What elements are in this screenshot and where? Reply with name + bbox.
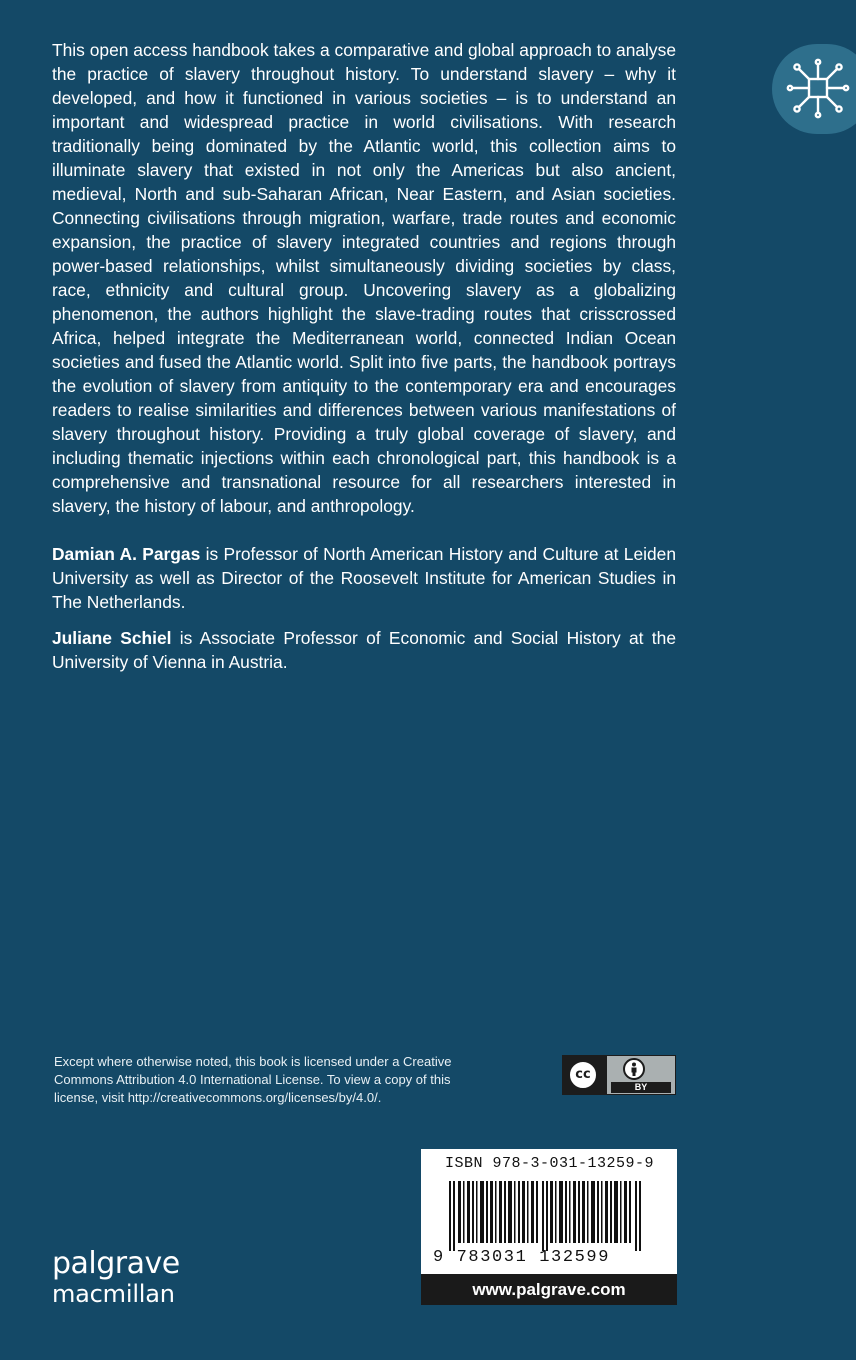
cc-by-badge	[562, 1055, 676, 1095]
publisher-website: www.palgrave.com	[421, 1274, 677, 1305]
attribution-person-icon	[623, 1058, 645, 1080]
author-bio-pargas	[52, 542, 676, 614]
publisher-logo-line1: palgrave	[52, 1246, 180, 1281]
open-access-badge	[772, 44, 856, 134]
barcode	[449, 1181, 649, 1251]
author-bio-text: is Associate Professor of Economic and Social History at the University of Vienna in Austria.	[52, 628, 676, 672]
author-bio-text: is Professor of North American History and Culture at Leiden University as well as Director of the Roosevelt Institute for American Studies in The Netherlands.	[52, 544, 677, 612]
creative-commons-icon: cc	[567, 1059, 599, 1091]
author-bio-schiel	[52, 626, 676, 674]
author-name: Juliane Schiel	[52, 628, 172, 648]
isbn-number: ISBN 978-3-031-13259-9	[445, 1155, 655, 1172]
by-label: BY	[611, 1082, 671, 1093]
barcode-digits: 9 783031 132599	[433, 1248, 611, 1267]
author-name: Damian A. Pargas	[52, 544, 201, 564]
publisher-logo	[52, 1248, 180, 1308]
back-cover-blurb: This open access handbook takes a comparative and global approach to analyse the practice of slavery throughout history. To understand slavery – why it developed, and how it functioned in various societies – is to understand an important and widespread practice in world civilisations. With research traditionally being dominated by the Atlantic world, this collection aims to illuminate slavery that existed in not only the Americas but also ancient, medieval, North and sub-Saharan African, Near Eastern, and Asian societies. Connecting civilisations through migration, warfare, trade routes and economic expansion, the practice of slavery integrated countries and regions through power-based relationships, whilst simultaneously dividing societies by class, race, ethnicity and cultural group. Uncovering slavery as a globalizing phenomenon, the authors highlight the slave-trading routes that crisscrossed Africa, helped integrate the Mediterranean world, connected Indian Ocean societies and fused the Atlantic world. Split into five parts, the handbook portrays the evolution of slavery from antiquity to the contemporary era and encourages readers to realise similarities and differences between various manifestations of slavery throughout history. Providing a truly global coverage of slavery, and including thematic injections within each chronological part, this handbook is a comprehensive and transnational resource for all researchers interested in slavery, the history of labour, and anthropology.	[52, 40, 676, 516]
license-notice: Except where otherwise noted, this book is licensed under a Creative Commons Attribution 4.0 International License. To view a copy of this license, visit http://creativecommons.org/licenses/by/4.0/.	[54, 1054, 452, 1105]
isbn-barcode-box	[421, 1149, 677, 1305]
open-access-network-icon	[786, 58, 852, 120]
publisher-logo-line2: macmillan	[52, 1280, 175, 1308]
